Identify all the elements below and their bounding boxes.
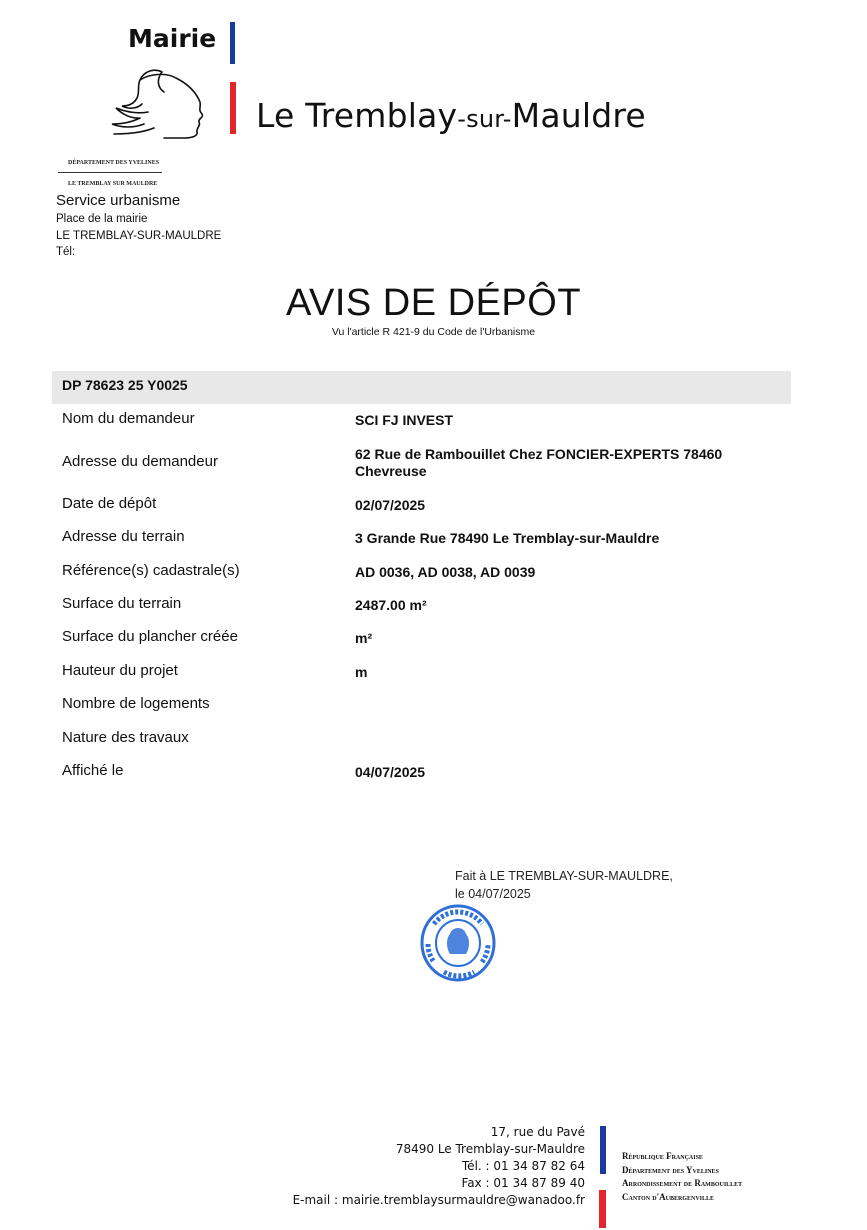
signature-date: le 04/07/2025 [455,887,531,901]
row-value: m² [355,630,373,646]
row-value: 02/07/2025 [355,497,426,513]
canton-line: LE TREMBLAY SUR MAULDRE [68,181,158,187]
row-label: Nombre de logements [62,695,210,712]
row-value: 3 Grande Rue 78490 Le Tremblay-sur-Mauldre [355,530,660,546]
row-label: Adresse du demandeur [62,453,218,470]
service-tel: Tél: [56,246,76,258]
row-value: AD 0036, AD 0038, AD 0039 [355,564,536,580]
row-value: 2487.00 m² [355,597,427,613]
rf-line: Canton d'Aubergenville [622,1191,714,1202]
row-value: 04/07/2025 [355,764,426,780]
footer-tel: Tél. : 01 34 87 82 64 [461,1159,585,1173]
footer-address [293,1124,585,1209]
department-line: DÉPARTEMENT DES YVELINES [68,160,160,166]
footer-street: 17, rue du Pavé [490,1125,585,1139]
row-label: Surface du plancher créée [62,628,238,645]
rf-line: République Française [622,1151,703,1161]
page-subtitle: Vu l'article R 421-9 du Code de l'Urbanisme [331,326,536,338]
town-name-main: Le Tremblay [256,96,458,135]
footer-city: 78490 Le Tremblay-sur-Mauldre [395,1142,585,1156]
dossier-number: DP 78623 25 Y0025 [62,377,188,393]
footer-flag-red-bar [599,1190,606,1228]
row-value: 62 Rue de Rambouillet Chez FONCIER-EXPERTS 78460 Chevreuse [355,446,723,479]
republique-block [622,1150,742,1204]
footer-flag-blue-bar [600,1126,606,1174]
row-label: Nature des travaux [62,729,189,746]
flag-red-bar [230,82,236,134]
row-label: Hauteur du projet [62,662,178,679]
signature-place: Fait à LE TREMBLAY-SUR-MAULDRE, [455,869,673,883]
row-label: Nom du demandeur [62,410,195,427]
rf-line: Arrondissement de Rambouillet [622,1178,743,1188]
row-label: Date de dépôt [62,495,157,512]
row-value: SCI FJ INVEST [355,412,454,428]
row-label: Référence(s) cadastrale(s) [62,562,240,579]
service-name: Service urbanisme [56,192,181,209]
service-address-2: LE TREMBLAY-SUR-MAULDRE [56,230,222,242]
footer-fax: Fax : 01 34 87 89 40 [461,1176,585,1190]
mairie-logo-text: Mairie [128,24,217,53]
marianne-logo-icon [104,62,214,142]
service-address-1: Place de la mairie [56,213,148,225]
rf-line: Département des Yvelines [622,1164,719,1175]
town-name-end: Mauldre [511,96,646,135]
row-label: Adresse du terrain [62,528,185,545]
flag-blue-bar [230,22,235,64]
town-name-sur: -sur- [457,105,512,133]
footer-email: E-mail : mairie.tremblaysurmauldre@wanadoo.fr [292,1193,585,1207]
page-title: AVIS DE DÉPÔT [285,282,582,324]
row-label: Affiché le [62,762,124,779]
row-value: m [355,664,368,680]
town-name [256,96,646,135]
official-stamp-icon [420,904,496,982]
divider [58,172,162,173]
row-label: Surface du terrain [62,595,182,612]
signature-block [455,867,673,903]
